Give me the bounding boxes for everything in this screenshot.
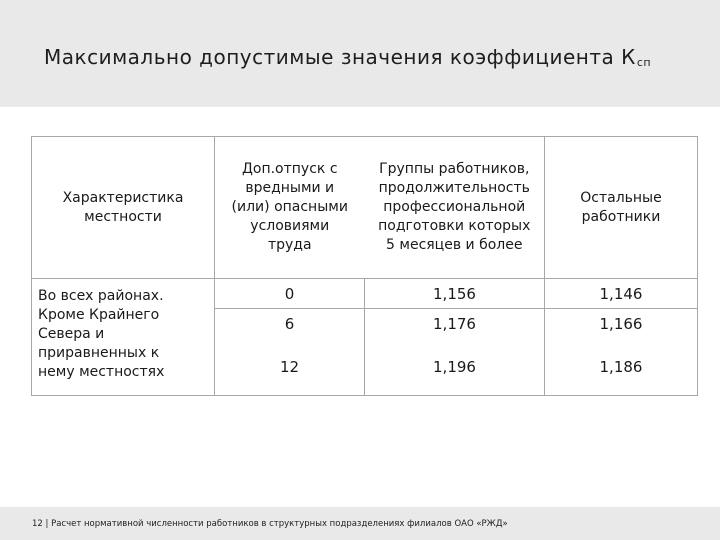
- title-subscript: сп: [636, 56, 652, 69]
- slide-title: Максимально допустимые значения коэффициента Ксп: [44, 45, 652, 69]
- header-region: Характеристика местности: [32, 137, 215, 279]
- cell-trained: 1,156: [365, 279, 545, 309]
- header-other-workers: Остальные работники: [545, 137, 698, 279]
- header-extra-leave: Доп.отпуск с вредными и (или) опасными условиями труда: [215, 137, 365, 279]
- cell-others: 1,166: [545, 309, 698, 339]
- header-trained-groups: Группы работников, продолжительность профессиональной подготовки которых 5 месяцев и более: [365, 137, 545, 279]
- cell-leave: 0: [215, 279, 365, 309]
- cell-trained: 1,176: [365, 309, 545, 339]
- footer-text: 12 | Расчет нормативной численности работников в структурных подразделениях филиалов ОАО «РЖД»: [32, 519, 508, 529]
- table-header-row: [32, 137, 698, 279]
- cell-leave: 12: [215, 339, 365, 396]
- cell-others: 1,146: [545, 279, 698, 309]
- cell-trained: 1,196: [365, 339, 545, 396]
- cell-others: 1,186: [545, 339, 698, 396]
- region-label: Во всех районах. Кроме Крайнего Севера и приравненных к нему местностях: [32, 279, 215, 396]
- cell-leave: 6: [215, 309, 365, 339]
- coefficient-table: [31, 136, 698, 396]
- table-row: [32, 279, 698, 309]
